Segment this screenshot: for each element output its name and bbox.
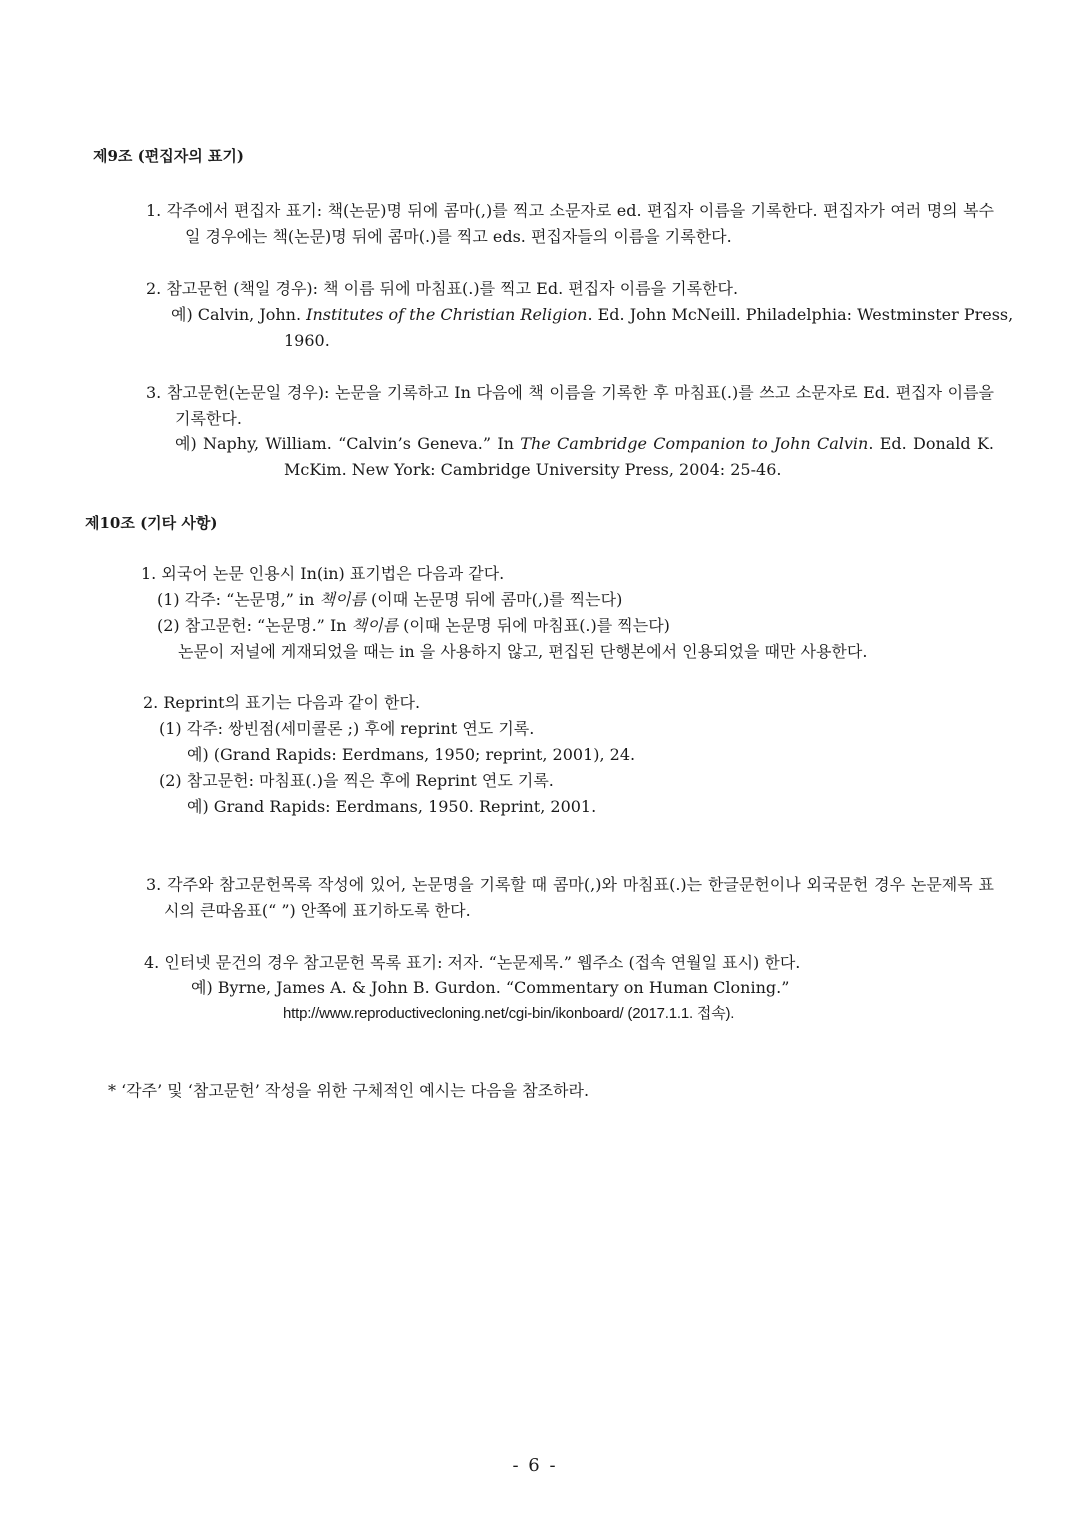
page-number: - 6 - <box>512 1455 558 1476</box>
art10-item3-line2: 시의 큰따옴표(“ ”) 안쪽에 표기하도록 한다. <box>164 901 471 920</box>
art10-item2-sub1-example: 예) (Grand Rapids: Eerdmans, 1950; reprint, 2001), 24. <box>187 745 636 764</box>
art9-item3-line1: 3. 참고문헌(논문일 경우): 논문을 기록하고 In 다음에 책 이름을 기록한 후 마침표(.)를 쓰고 소문자로 Ed. 편집자 이름을 <box>146 383 994 402</box>
article-9-heading: 제9조 (편집자의 표기) <box>93 147 244 165</box>
art9-item1-line1: 1. 각주에서 편집자 표기: 책(논문)명 뒤에 콤마(,)를 찍고 소문자로 ed. 편집자 이름을 기록한다. 편집자가 여러 명의 복수 <box>146 201 994 220</box>
art9-item2-line1: 2. 참고문헌 (책일 경우): 책 이름 뒤에 마침표(.)를 찍고 Ed. 편집자 이름을 기록한다. <box>146 279 739 298</box>
art10-item1-line1: 1. 외국어 논문 인용시 In(in) 표기법은 다음과 같다. <box>141 564 505 583</box>
art10-item4-example: 예) Byrne, James A. & John B. Gurdon. “Commentary on Human Cloning.” <box>191 978 790 997</box>
art10-item2-line1: 2. Reprint의 표기는 다음과 같이 한다. <box>143 693 421 712</box>
art10-item2-sub2-example: 예) Grand Rapids: Eerdmans, 1950. Reprint, 2001. <box>187 797 597 816</box>
art10-item2-sub2: (2) 참고문헌: 마침표(.)을 찍은 후에 Reprint 연도 기록. <box>159 771 554 790</box>
book-title: The Cambridge Companion to John Calvin <box>520 434 869 453</box>
art9-item2-example-line2: 1960. <box>284 331 330 350</box>
book-title: Institutes of the Christian Religion <box>306 305 588 324</box>
example-prefix: 예) Calvin, John. <box>171 305 307 324</box>
sub-rest: (이때 논문명 뒤에 콤마(,)를 찍는다) <box>365 590 623 609</box>
art10-item1-note: 논문이 저널에 게재되었을 때는 in 을 사용하지 않고, 편집된 단행본에서 인용되었을 때만 사용한다. <box>178 642 868 661</box>
sub-prefix: (1) 각주: “논문명,” in <box>157 590 320 609</box>
example-rest: . Ed. John McNeill. Philadelphia: Westminster Press, <box>587 305 1014 324</box>
art10-item1-sub2 <box>157 613 670 639</box>
article-10-heading: 제10조 (기타 사항) <box>85 514 218 532</box>
art10-item1-sub1 <box>157 587 622 613</box>
example-rest: . Ed. Donald K. <box>868 434 994 453</box>
book-name-italic: 책이름 <box>319 590 366 609</box>
art10-item4-url: http://www.reproductivecloning.net/cgi-bin/ikonboard/ (2017.1.1. 접속). <box>283 1005 735 1022</box>
art9-item3-example <box>175 431 994 457</box>
example-prefix: 예) Naphy, William. “Calvin’s Geneva.” In <box>175 434 521 453</box>
art9-item1-line2: 일 경우에는 책(논문)명 뒤에 콤마(.)를 찍고 eds. 편집자들의 이름을 기록한다. <box>185 227 732 246</box>
book-name-italic: 책이름 <box>351 616 399 635</box>
art9-item2-example <box>171 302 1014 328</box>
art10-item4-line1: 4. 인터넷 문건의 경우 참고문헌 목록 표기: 저자. “논문제목.” 웹주소 (접속 연월일 표시) 한다. <box>144 953 801 972</box>
sub-rest: (이때 논문명 뒤에 마침표(.)를 찍는다) <box>398 616 670 635</box>
art10-item2-sub1: (1) 각주: 쌍빈점(세미콜론 ;) 후에 reprint 연도 기록. <box>159 719 535 738</box>
sub-prefix: (2) 참고문헌: “논문명.” In <box>157 616 352 635</box>
reference-note: * ‘각주’ 및 ‘참고문헌’ 작성을 위한 구체적인 예시는 다음을 참조하라. <box>108 1081 590 1100</box>
art9-item3-line2: 기록한다. <box>175 409 242 428</box>
art9-item3-example-line2: McKim. New York: Cambridge University Press, 2004: 25-46. <box>284 460 782 479</box>
art10-item3-line1: 3. 각주와 참고문헌목록 작성에 있어, 논문명을 기록할 때 콤마(,)와 마침표(.)는 한글문헌이나 외국문헌 경우 논문제목 표 <box>146 875 994 894</box>
